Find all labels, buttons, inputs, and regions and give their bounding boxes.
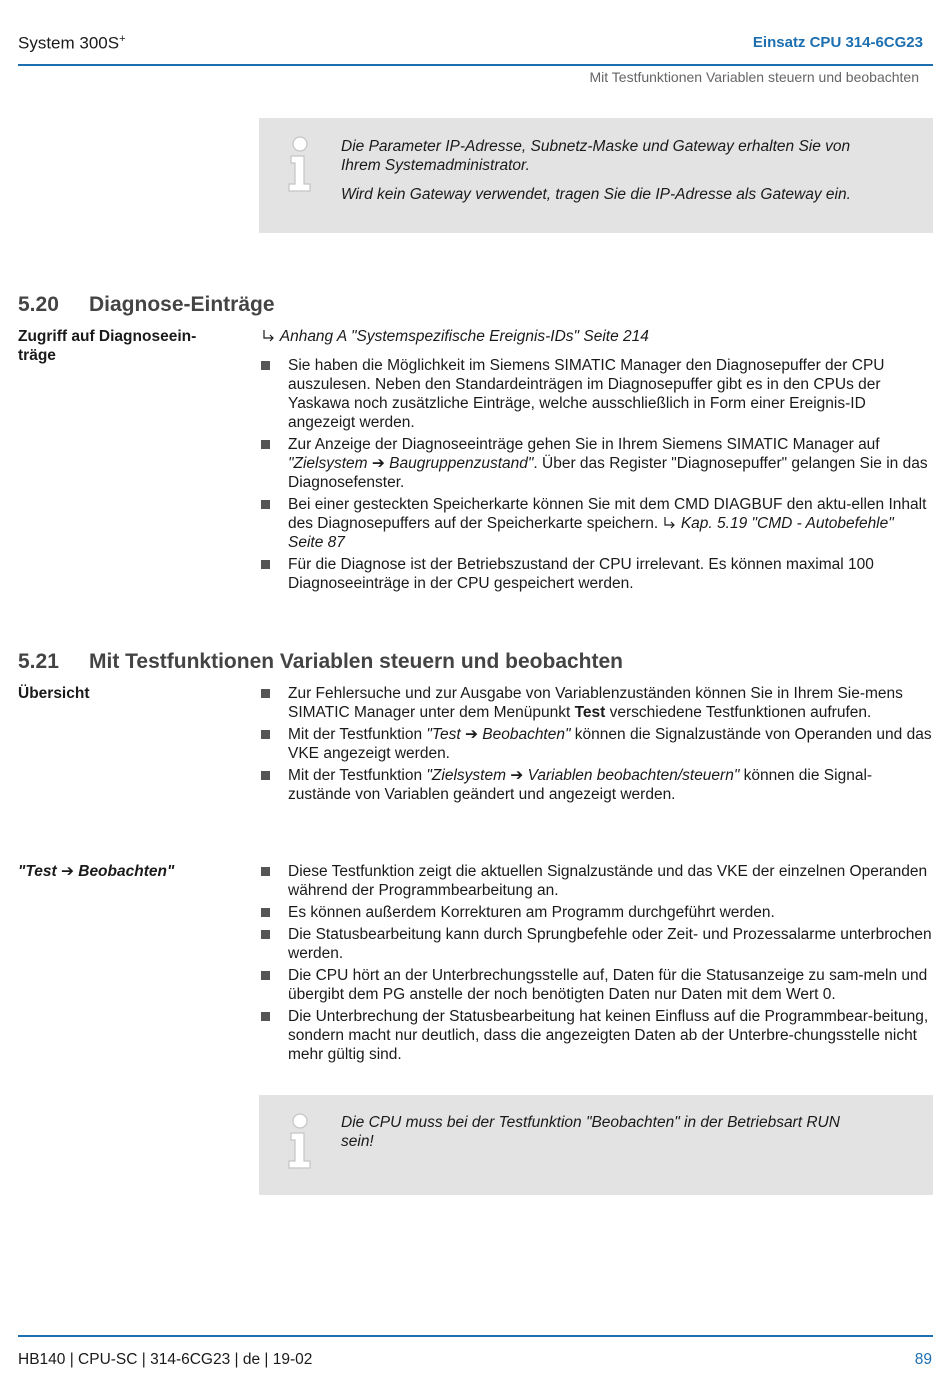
footer-divider bbox=[18, 1335, 933, 1337]
header-title: System 300S+ bbox=[18, 33, 126, 53]
section-title: Mit Testfunktionen Variablen steuern und beobachten bbox=[89, 650, 624, 673]
menu-path: "Zielsystem ➔ Baugruppenzustand" bbox=[288, 455, 534, 472]
reference-arrow-icon bbox=[262, 328, 276, 342]
side-label-observe: "Test ➔ Beobachten" bbox=[18, 863, 175, 880]
section-heading-5-20 bbox=[18, 293, 275, 317]
section-number: 5.21 bbox=[18, 650, 59, 673]
header-chapter: Einsatz CPU 314-6CG23 bbox=[752, 34, 923, 51]
menu-path: "Test ➔ Beobachten" bbox=[426, 726, 571, 743]
list-item: Mit der Testfunktion "Test ➔ Beobachten" können die Signalzustände von Operanden und das VKE angezeigt werden. bbox=[259, 725, 933, 763]
reference-arrow-icon bbox=[663, 515, 677, 529]
section-title: Diagnose-Einträge bbox=[89, 293, 275, 316]
info-icon bbox=[283, 136, 317, 192]
side-label-diagnose: Zugriff auf Diagnoseein- träge bbox=[18, 328, 197, 364]
list-item: Bei einer gesteckten Speicherkarte können Sie mit dem CMD DIAGBUF den aktu-ellen Inhalt des Diagnosepuffers auf der Speicherkarte speichern. Kap. 5.19 "CMD - Autobefehle" Seite 87 bbox=[259, 495, 933, 552]
info-note-ip bbox=[259, 118, 933, 233]
note-text bbox=[341, 137, 873, 214]
list-item: Es können außerdem Korrekturen am Programm durchgeführt werden. bbox=[259, 903, 933, 922]
section-heading-5-21 bbox=[18, 650, 623, 674]
header-divider bbox=[18, 64, 933, 66]
info-icon bbox=[283, 1113, 317, 1169]
page-number: 89 bbox=[914, 1351, 932, 1368]
list-item: Die Statusbearbeitung kann durch Sprungbefehle oder Zeit- und Prozessalarme unterbrochen werden. bbox=[259, 925, 933, 963]
list-item: Sie haben die Möglichkeit im Siemens SIMATIC Manager den Diagnosepuffer der CPU auszulesen. Neben den Standardeinträgen im Diagnosepuffer gibt es in den CPUs der Yaskawa noch zusätzliche Einträge, welche ausschließlich in Form einer Ereignis-ID angezeigt werden. bbox=[259, 356, 933, 432]
list-item: Für die Diagnose ist der Betriebszustand der CPU irrelevant. Es können maximal 100 Diagnoseeinträge in der CPU gespeichert werden. bbox=[259, 555, 933, 593]
header-subtitle: Mit Testfunktionen Variablen steuern und beobachten bbox=[589, 69, 919, 85]
menu-path: "Zielsystem ➔ Variablen beobachten/steuern" bbox=[426, 767, 740, 784]
note-text: Die CPU muss bei der Testfunktion "Beobachten" in der Betriebsart RUN sein! bbox=[341, 1114, 840, 1150]
note-line: Wird kein Gateway verwendet, tragen Sie die IP-Adresse als Gateway ein. bbox=[341, 186, 851, 203]
diagnose-list bbox=[259, 356, 933, 596]
list-item: Mit der Testfunktion "Zielsystem ➔ Variablen beobachten/steuern" können die Signal-zustände von Variablen geändert und angezeigt werden. bbox=[259, 766, 933, 804]
cross-reference-link[interactable]: Kap. 5.19 "CMD - Autobefehle" Seite 87 bbox=[288, 515, 894, 551]
footer-doc-id: HB140 | CPU-SC | 314-6CG23 | de | 19-02 bbox=[18, 1351, 313, 1368]
list-item: Zur Anzeige der Diagnoseeinträge gehen Sie in Ihrem Siemens SIMATIC Manager auf "Zielsystem ➔ Baugruppenzustand". Über das Register "Diagnosepuffer" gelangen Sie in das Diagnosefenster. bbox=[259, 435, 933, 492]
section-number: 5.20 bbox=[18, 293, 59, 316]
overview-list bbox=[259, 684, 933, 807]
observe-list bbox=[259, 862, 933, 1067]
note-line: Die Parameter IP-Adresse, Subnetz-Maske und Gateway erhalten Sie von Ihrem Systemadministrator. bbox=[341, 138, 851, 174]
info-note-run bbox=[259, 1095, 933, 1195]
cross-reference-link[interactable]: Anhang A "Systemspezifische Ereignis-IDs" Seite 214 bbox=[262, 327, 649, 346]
list-item: Diese Testfunktion zeigt die aktuellen Signalzustände und das VKE der einzelnen Operanden während der Programmbearbeitung an. bbox=[259, 862, 933, 900]
side-label-overview: Übersicht bbox=[18, 685, 90, 702]
list-item: Die CPU hört an der Unterbrechungsstelle auf, Daten für die Statusanzeige zu sam-meln und übergibt dem PG anstelle der noch benötigten Daten nur Daten mit dem Wert 0. bbox=[259, 966, 933, 1004]
list-item: Zur Fehlersuche und zur Ausgabe von Variablenzuständen können Sie in Ihrem Sie-mens SIMATIC Manager unter dem Menüpunkt Test verschiedene Testfunktionen aufrufen. bbox=[259, 684, 933, 722]
list-item: Die Unterbrechung der Statusbearbeitung hat keinen Einfluss auf die Programmbear-beitung, sondern macht nur deutlich, dass die angezeigten Daten ab der Unterbre-chungsstelle nicht mehr gültig sind. bbox=[259, 1007, 933, 1064]
